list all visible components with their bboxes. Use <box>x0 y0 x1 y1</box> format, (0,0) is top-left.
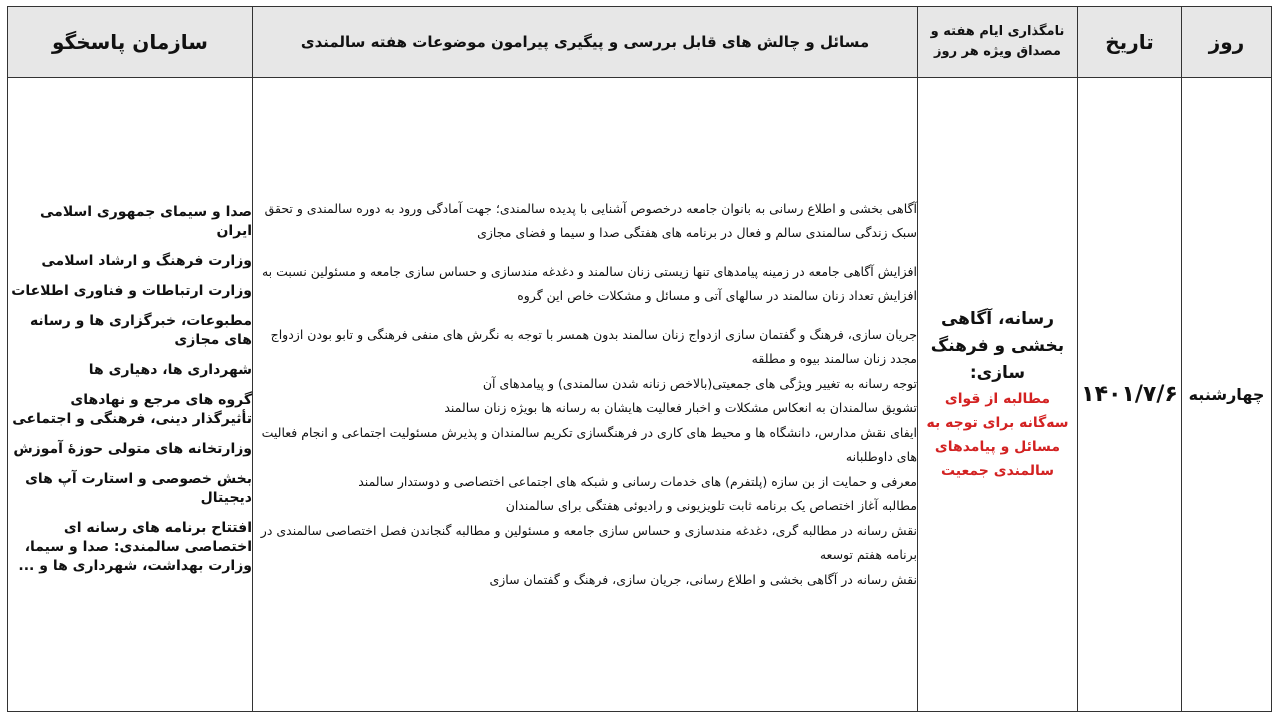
header-orgs: سازمان پاسخگو <box>8 7 253 78</box>
org-item: مطبوعات، خبرگزاری ها و رسانه های مجازی <box>29 312 252 348</box>
org-item: وزارت ارتباطات و فناوری اطلاعات <box>11 282 252 299</box>
issues-cell <box>253 78 918 712</box>
issue-item: جریان سازی، فرهنگ و گفتمان سازی ازدواج زنان سالمند بدون همسر با توجه به نگرش های منفی فرهنگی و تابو بودن ازدواج مجدد زنان سالمند بیوه و مطلقه <box>270 326 917 367</box>
naming-demand: مطالبه از قوای سه‌گانه برای توجه به مسائل و پیامدهای سالمندی جمعیت <box>926 391 1069 479</box>
issue-item: آگاهی بخشی و اطلاع رسانی به بانوان جامعه درخصوص آشنایی با پدیده سالمندی؛ جهت آمادگی ورود به دوره سالمندی و تحقق سبک زندگی سالمندی سالم و فعال در برنامه های هفتگی صدا و سیما و فضای مجازی <box>264 200 917 241</box>
issue-item: نقش رسانه در آگاهی بخشی و اطلاع رسانی، جریان سازی، فرهنگ و گفتمان سازی <box>489 571 917 587</box>
header-row <box>8 7 1272 78</box>
issue-item: توجه رسانه به تغییر ویژگی های جمعیتی(بالاخص زنانه شدن سالمندی) و پیامدهای آن <box>482 375 917 391</box>
table-row <box>8 78 1272 712</box>
issue-item: تشویق سالمندان به انعکاس مشکلات و اخبار فعالیت هایشان به رسانه ها بویژه زنان سالمند <box>444 400 917 416</box>
elderly-week-table <box>7 6 1272 712</box>
header-naming: نامگذاری ایام هفته و مصداق ویژه هر روز <box>918 7 1078 78</box>
orgs-cell <box>8 78 253 712</box>
org-item: بخش خصوصی و استارت آپ های دیجیتال <box>25 470 252 506</box>
org-item: صدا و سیمای جمهوری اسلامی ایران <box>40 203 252 239</box>
header-issues: مسائل و چالش های قابل بررسی و پیگیری پیرامون موضوعات هفته سالمندی <box>253 7 918 78</box>
naming-cell <box>918 78 1078 712</box>
date-cell: ۱۴۰۱/۷/۶ <box>1078 78 1182 712</box>
issue-item: معرفی و حمایت از بن سازه (پلتفرم) های خدمات رسانی و شبکه های اجتماعی اختصاصی و دوستدار سالمند <box>358 473 917 489</box>
org-item: گروه های مرجع و نهادهای تأثیرگذار دینی، فرهنگی و اجتماعی <box>12 391 252 427</box>
org-item: وزارت فرهنگ و ارشاد اسلامی <box>41 252 252 269</box>
header-date: تاریخ <box>1078 7 1182 78</box>
issue-item: افزایش آگاهی جامعه در زمینه پیامدهای تنها زیستی زنان سالمند و دغدغه مندسازی و حساس سازی جامعه و مسئولین نسبت به افزایش تعداد زنان سالمند در سالهای آتی و مسائل و مشکلات خاص این گروه <box>261 263 917 304</box>
issue-item: نقش رسانه در مطالبه گری، دغدغه مندسازی و حساس سازی جامعه و مسئولین و مطالبه گنجاندن فصل اختصاصی سالمندی در برنامه هفتم توسعه <box>260 522 917 563</box>
issue-item: ایفای نقش مدارس، دانشگاه ها و محیط های کاری در فرهنگسازی تکریم سالمندان و پذیرش مسئولیت اجتماعی و انجام فعالیت های داوطلبانه <box>261 424 917 465</box>
org-item: افتتاح برنامه های رسانه ای اختصاصی سالمندی: صدا و سیما، وزارت بهداشت، شهرداری ها و ... <box>18 519 252 574</box>
naming-title: رسانه، آگاهی بخشی و فرهنگ سازی: <box>930 309 1065 383</box>
org-item: شهرداری ها، دهیاری ها <box>88 361 252 378</box>
issue-item: مطالبه آغاز اختصاص یک برنامه ثابت تلویزیونی و رادیوئی هفتگی برای سالمندان <box>505 498 917 514</box>
header-day: روز <box>1182 7 1272 78</box>
org-item: وزارتخانه های متولی حوزۀ آموزش <box>13 440 252 457</box>
day-cell: چهارشنبه <box>1182 78 1272 712</box>
